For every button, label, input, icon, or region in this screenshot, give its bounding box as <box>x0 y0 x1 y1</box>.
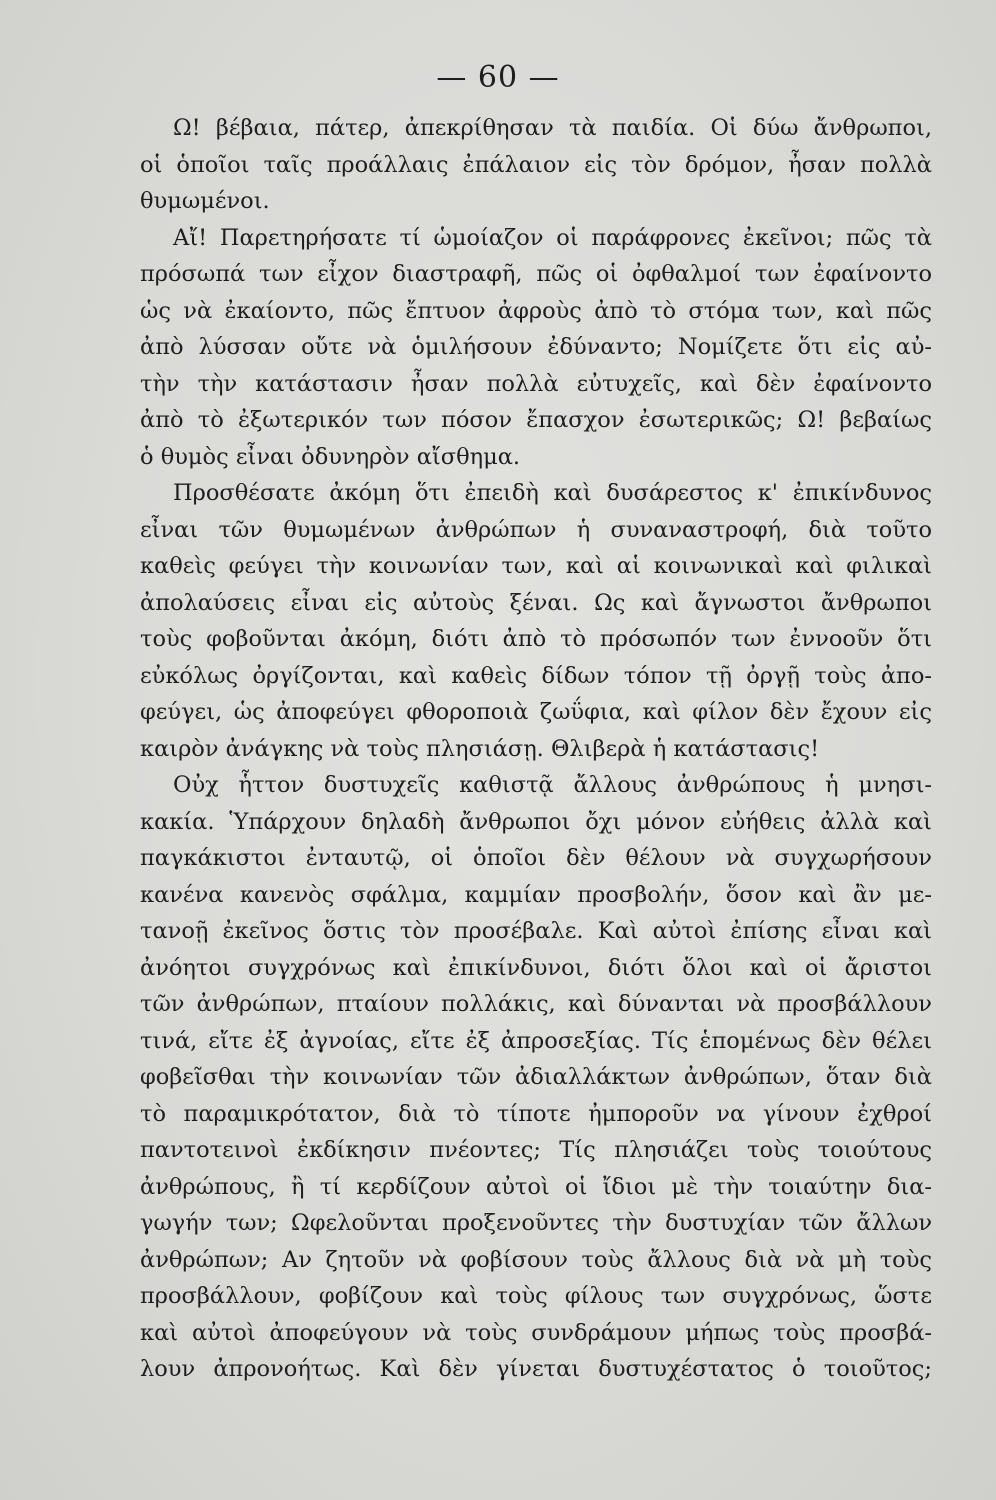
text-line: καὶ αὐτοὶ ἀποφεύγουν νὰ τοὺς συνδράμουν μήπως τοὺς προσβά- <box>140 1319 932 1346</box>
text-line: εἶναι τῶν θυμωμένων ἀνθρώπων ἡ συναναστροφή, διὰ τοῦτο <box>140 516 932 543</box>
text-line: τινά, εἴτε ἐξ ἀγνοίας, εἴτε ἐξ ἀπροσεξίας. Τίς ἑπομένως δὲν θέλει <box>140 1027 932 1054</box>
text-line: τὴν τὴν κατάστασιν ἦσαν πολλὰ εὐτυχεῖς, καὶ δὲν ἐφαίνοντο <box>140 370 932 397</box>
text-line: οἱ ὁποῖοι ταῖς προάλλαις ἐπάλαιον εἰς τὸν δρόμον, ἦσαν πολλὰ <box>140 151 932 178</box>
text-line: παντοτεινοὶ ἐκδίκησιν πνέοντες; Τίς πλησιάζει τοὺς τοιούτους <box>140 1137 932 1163</box>
text-line: λουν ἀπρονοήτως. Καὶ δὲν γίνεται δυστυχέστατος ὁ τοιοῦτος; <box>140 1356 932 1382</box>
text-line: τανοῇ ἐκεῖνος ὅστις τὸν προσέβαλε. Καὶ αὐτοὶ ἐπίσης εἶναι καὶ <box>140 918 932 944</box>
text-line: κανένα κανενὸς σφάλμα, καμμίαν προσβολήν, ὅσον καὶ ἂν με- <box>140 881 932 908</box>
text-line: ὁ θυμὸς εἶναι ὀδυνηρὸν αἴσθημα. <box>140 443 521 470</box>
text-line: τῶν ἀνθρώπων, πταίουν πολλάκις, καὶ δύνανται νὰ προσβάλλουν <box>140 991 932 1017</box>
text-line: ἀνθρώπων; Αν ζητοῦν νὰ φοβίσουν τοὺς ἄλλους διὰ νὰ μὴ τοὺς <box>140 1246 932 1273</box>
text-line: πρόσωπά των εἶχον διαστραφῆ, πῶς οἱ ὀφθαλμοί των ἐφαίνοντο <box>140 261 932 287</box>
text-line: ἀπολαύσεις εἶναι εἰς αὐτοὺς ξέναι. Ως καὶ ἄγνωστοι ἄνθρωποι <box>140 589 932 616</box>
text-line: φεύγει, ὡς ἀποφεύγει φθοροποιὰ ζωΰφια, καὶ φίλον δὲν ἔχουν εἰς <box>140 699 932 725</box>
text-line: Προσθέσατε ἀκόμη ὅτι ἐπειδὴ καὶ δυσάρεστος κ' ἐπικίνδυνος <box>173 480 932 506</box>
text-line: Οὐχ ἧττον δυστυχεῖς καθιστᾷ ἄλλους ἀνθρώπους ἡ μνησι- <box>173 772 932 798</box>
text-line: καθεὶς φεύγει τὴν κοινωνίαν των, καὶ αἱ κοινωνικαὶ καὶ φιλικαὶ <box>140 553 932 579</box>
text-line: παγκάκιστοι ἐνταυτῷ, οἱ ὁποῖοι δὲν θέλουν νὰ συγχωρήσουν <box>140 845 932 871</box>
text-line: Αἴ! Παρετηρήσατε τί ὡμοίαζον οἱ παράφρονες ἐκεῖνοι; πῶς τὰ <box>173 224 932 251</box>
text-line: Ω! βέβαια, πάτερ, ἀπεκρίθησαν τὰ παιδία. Οἱ δύω ἄνθρωποι, <box>173 115 932 141</box>
text-line: γωγήν των; Ωφελοῦνται προξενοῦντες τὴν δυστυχίαν τῶν ἄλλων <box>140 1210 932 1236</box>
body-text <box>140 110 932 1388</box>
text-line: καιρὸν ἀνάγκης νὰ τοὺς πλησιάσῃ. Θλιβερὰ ἡ κατάστασις! <box>140 735 820 762</box>
text-line: προσβάλλουν, φοβίζουν καὶ τοὺς φίλους των συγχρόνως, ὥστε <box>140 1283 932 1309</box>
text-line: ἀνθρώπους, ἢ τί κερδίζουν αὐτοὶ οἱ ἴδιοι μὲ τὴν τοιαύτην δια- <box>140 1173 932 1200</box>
text-line: τοὺς φοβοῦνται ἀκόμη, διότι ἀπὸ τὸ πρόσωπόν των ἐννοοῦν ὅτι <box>140 626 932 652</box>
text-line: κακία. Ὑπάρχουν δηλαδὴ ἄνθρωποι ὄχι μόνον εὐήθεις ἀλλὰ καὶ <box>140 808 932 835</box>
text-line: εὐκόλως ὀργίζονται, καὶ καθεὶς δίδων τόπον τῇ ὀργῇ τοὺς ἀπο- <box>140 662 932 689</box>
text-line: ἀπὸ λύσσαν οὔτε νὰ ὁμιλήσουν ἐδύναντο; Νομίζετε ὅτι εἰς αὐ- <box>140 334 932 360</box>
text-line: ἀνόητοι συγχρόνως καὶ ἐπικίνδυνοι, διότι ὅλοι καὶ οἱ ἄριστοι <box>140 954 932 981</box>
text-line: φοβεῖσθαι τὴν κοινωνίαν τῶν ἀδιαλλάκτων ἀνθρώπων, ὅταν διὰ <box>140 1064 932 1090</box>
text-line: ἀπὸ τὸ ἐξωτερικόν των πόσον ἔπασχον ἐσωτερικῶς; Ω! βεβαίως <box>140 407 932 433</box>
text-line: ὡς νὰ ἐκαίοντο, πῶς ἔπτυον ἀφροὺς ἀπὸ τὸ στόμα των, καὶ πῶς <box>140 297 932 324</box>
text-line: θυμωμένοι. <box>140 188 270 214</box>
text-line: τὸ παραμικρότατον, διὰ τὸ τίποτε ἠμποροῦν να γίνουν ἐχθροί <box>140 1100 932 1127</box>
page-number: — 60 — <box>436 60 560 95</box>
